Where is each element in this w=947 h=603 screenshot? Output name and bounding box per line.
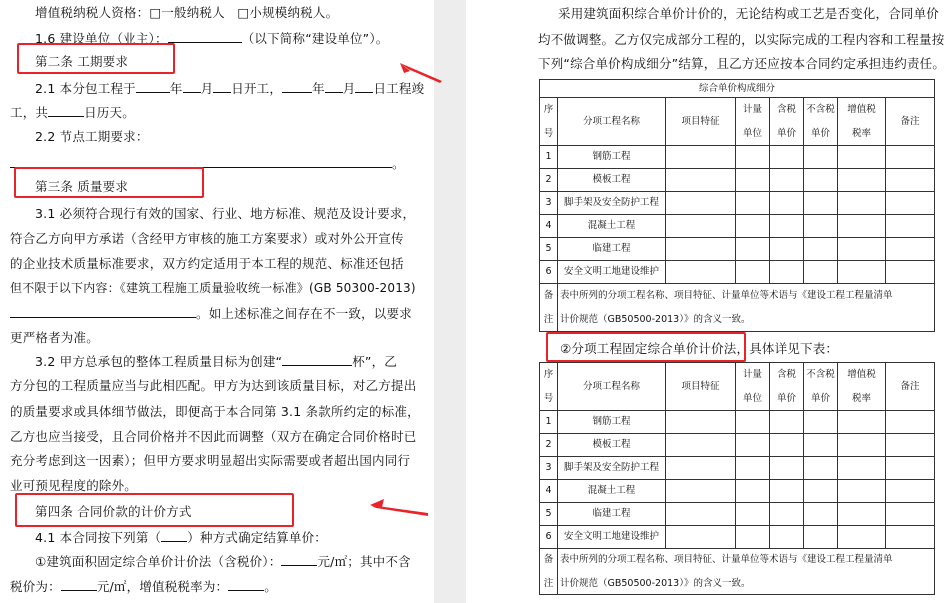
row-cell bbox=[886, 411, 935, 434]
header-text: 单位 bbox=[742, 392, 762, 404]
row-cell bbox=[770, 238, 804, 261]
right-para-line: 下列“综合单价构成细分”结算，且乙方还应按本合同约定承担违约责任。 bbox=[538, 56, 946, 71]
row-cell bbox=[770, 146, 804, 169]
col-tax-price-header bbox=[770, 363, 804, 411]
row-cell bbox=[886, 526, 935, 549]
col-remark-header: 备注 bbox=[886, 363, 935, 411]
row-cell bbox=[838, 169, 886, 192]
header-text: 税率 bbox=[851, 127, 871, 139]
unit-price-table-2 bbox=[539, 362, 935, 595]
row-cell bbox=[804, 434, 838, 457]
row-cell bbox=[886, 261, 935, 284]
row-cell bbox=[666, 169, 736, 192]
row-cell bbox=[838, 480, 886, 503]
row-cell bbox=[736, 215, 770, 238]
row-cell bbox=[770, 411, 804, 434]
table-note-row bbox=[540, 284, 935, 332]
clause-2-1-text: 2.1 本分包工程于 bbox=[35, 81, 136, 96]
row-name: 钢筋工程 bbox=[558, 146, 666, 169]
row-cell bbox=[770, 261, 804, 284]
row-cell bbox=[736, 411, 770, 434]
row-no: 6 bbox=[540, 261, 558, 284]
row-cell bbox=[736, 261, 770, 284]
blank bbox=[282, 353, 352, 366]
row-cell bbox=[838, 457, 886, 480]
header-text: 号 bbox=[543, 392, 554, 404]
col-notax-price-header bbox=[804, 98, 838, 146]
col-seq-header bbox=[540, 363, 558, 411]
blank bbox=[228, 578, 264, 591]
note-text bbox=[558, 549, 935, 595]
row-cell bbox=[804, 192, 838, 215]
table-row bbox=[540, 480, 935, 503]
row-cell bbox=[838, 146, 886, 169]
header-text: 单价 bbox=[810, 392, 830, 404]
total-label: 工，共 bbox=[10, 105, 49, 120]
row-cell bbox=[838, 411, 886, 434]
row-cell bbox=[886, 169, 935, 192]
row-cell bbox=[666, 434, 736, 457]
row-cell bbox=[736, 503, 770, 526]
row-cell bbox=[666, 503, 736, 526]
right-para-line: 均不做调整。乙方仅完成部分工程的，以实际完成的工程内容和工程量按 bbox=[538, 32, 945, 47]
general-taxpayer-option: □一般纳税人 bbox=[149, 5, 225, 20]
row-cell bbox=[770, 457, 804, 480]
note-line: 计价规范（GB50500-2013）》的含义一致。 bbox=[560, 577, 751, 589]
col-tax-price-header bbox=[770, 98, 804, 146]
row-cell bbox=[804, 457, 838, 480]
row-no: 5 bbox=[540, 238, 558, 261]
row-cell bbox=[838, 503, 886, 526]
section-2-heading: 第二条 工期要求 bbox=[35, 54, 129, 69]
row-name: 脚手架及安全防护工程 bbox=[558, 457, 666, 480]
table-note-row bbox=[540, 549, 935, 595]
month-label: 月 bbox=[342, 81, 356, 96]
row-name: 安全文明工地建设维护 bbox=[558, 261, 666, 284]
header-text: 含税 bbox=[776, 103, 796, 115]
header-text: 单价 bbox=[776, 127, 796, 139]
table-row bbox=[540, 457, 935, 480]
row-cell bbox=[666, 526, 736, 549]
page-gutter bbox=[434, 0, 466, 603]
row-cell bbox=[666, 457, 736, 480]
row-cell bbox=[838, 215, 886, 238]
blank bbox=[161, 529, 187, 542]
col-remark-header: 备注 bbox=[886, 98, 935, 146]
row-name: 模板工程 bbox=[558, 169, 666, 192]
row-cell bbox=[736, 434, 770, 457]
row-cell bbox=[838, 526, 886, 549]
row-cell bbox=[804, 526, 838, 549]
clause-3-2-text: 3.2 甲方总承包的整体工程质量目标为创建“ bbox=[35, 354, 283, 369]
blank bbox=[61, 578, 97, 591]
row-name: 安全文明工地建设维护 bbox=[558, 526, 666, 549]
table-row bbox=[540, 215, 935, 238]
small-taxpayer-option: □小规模纳税人。 bbox=[237, 5, 339, 20]
clause-2-1-line1 bbox=[35, 80, 424, 97]
col-seq-header bbox=[540, 98, 558, 146]
row-no: 2 bbox=[540, 434, 558, 457]
method-1-line2 bbox=[10, 578, 277, 595]
row-name: 模板工程 bbox=[558, 434, 666, 457]
note-label-text: 备 bbox=[543, 553, 554, 565]
year-label: 年 bbox=[312, 81, 325, 96]
row-cell bbox=[886, 434, 935, 457]
header-text: 含税 bbox=[776, 368, 796, 380]
calendar-days-label: 日历天。 bbox=[84, 105, 135, 120]
row-name: 混凝土工程 bbox=[558, 480, 666, 503]
note-text bbox=[558, 284, 935, 332]
section-4-heading: 第四条 合同价款的计价方式 bbox=[35, 504, 192, 519]
table-row bbox=[540, 146, 935, 169]
arrow-icon bbox=[398, 55, 444, 85]
taxpayer-line bbox=[35, 5, 338, 21]
section-3-heading: 第三条 质量要求 bbox=[35, 179, 129, 194]
right-page bbox=[466, 0, 947, 603]
clause-3-1-line: 的企业技术质量标准要求，双方约定适用于本工程的规范、标准还包括 bbox=[10, 256, 404, 271]
header-text: 单位 bbox=[742, 127, 762, 139]
row-name: 混凝土工程 bbox=[558, 215, 666, 238]
clause-3-2-line: 乙方也应当接受，且合同价格并不因此而调整（双方在确定合同价格时已 bbox=[10, 429, 417, 444]
row-no: 4 bbox=[540, 215, 558, 238]
row-cell bbox=[886, 503, 935, 526]
note-line: 表中所列的分项工程名称、项目特征、计量单位等术语与《建设工程工程量清单 bbox=[560, 289, 893, 301]
row-cell bbox=[770, 434, 804, 457]
end-mark: 。 bbox=[392, 156, 405, 171]
clause-2-2: 2.2 节点工期要求： bbox=[35, 129, 149, 144]
method-1-line bbox=[35, 553, 411, 570]
table-row bbox=[540, 526, 935, 549]
row-cell bbox=[666, 192, 736, 215]
row-cell bbox=[736, 192, 770, 215]
row-cell bbox=[838, 434, 886, 457]
row-cell bbox=[804, 480, 838, 503]
row-cell bbox=[886, 457, 935, 480]
highlight-box-section-4 bbox=[15, 493, 294, 527]
day-start-label: 日开工， bbox=[231, 81, 283, 96]
row-cell bbox=[770, 192, 804, 215]
row-no: 1 bbox=[540, 411, 558, 434]
blank bbox=[48, 104, 84, 117]
pretax-label: 税价为： bbox=[10, 579, 61, 594]
clause-3-1-line: 3.1 必须符合现行有效的国家、行业、地方标准、规范及设计要求， bbox=[35, 206, 416, 221]
note-label-text: 注 bbox=[543, 313, 554, 325]
header-text: 单价 bbox=[776, 392, 796, 404]
row-cell bbox=[770, 503, 804, 526]
col-name-header: 分项工程名称 bbox=[558, 363, 666, 411]
clause-4-1-text: 4.1 本合同按下列第（ bbox=[35, 530, 162, 545]
owner-label: 1.6 建设单位（业主）： bbox=[35, 31, 168, 46]
header-text: 序 bbox=[543, 368, 554, 380]
row-cell bbox=[666, 238, 736, 261]
arrow-icon bbox=[368, 495, 430, 519]
table-row bbox=[540, 503, 935, 526]
highlight-box-method-2 bbox=[546, 332, 746, 362]
blank bbox=[281, 553, 317, 566]
row-cell bbox=[770, 215, 804, 238]
row-name: 脚手架及安全防护工程 bbox=[558, 192, 666, 215]
row-cell bbox=[770, 169, 804, 192]
owner-blank bbox=[168, 30, 242, 43]
clause-3-1-line: 符合乙方向甲方承诺（含经甲方审核的施工方案要求）或对外公开宣传 bbox=[10, 231, 404, 246]
col-feature-header: 项目特征 bbox=[666, 363, 736, 411]
row-no: 6 bbox=[540, 526, 558, 549]
row-cell bbox=[770, 526, 804, 549]
row-cell bbox=[736, 457, 770, 480]
right-para-line: 采用建筑面积综合单价计价的，无论结构或工艺是否变化，合同单价 bbox=[558, 6, 940, 21]
row-cell bbox=[736, 169, 770, 192]
row-cell bbox=[838, 238, 886, 261]
row-cell bbox=[736, 146, 770, 169]
row-cell bbox=[666, 480, 736, 503]
col-name-header: 分项工程名称 bbox=[558, 98, 666, 146]
table-row bbox=[540, 261, 935, 284]
clause-3-1-last: 更严格者为准。 bbox=[10, 330, 99, 345]
row-cell bbox=[886, 192, 935, 215]
row-cell bbox=[666, 411, 736, 434]
note-label-text: 备 bbox=[543, 289, 554, 301]
row-cell bbox=[804, 215, 838, 238]
blank bbox=[282, 80, 312, 93]
header-text: 税率 bbox=[851, 392, 871, 404]
header-text: 计量 bbox=[742, 103, 762, 115]
blank bbox=[136, 80, 170, 93]
clause-3-2-cup: 杯”，乙 bbox=[352, 354, 398, 369]
note-line: 计价规范（GB50500-2013）》的含义一致。 bbox=[560, 313, 751, 325]
blank bbox=[183, 80, 201, 93]
note-label-text: 注 bbox=[543, 577, 554, 589]
row-cell bbox=[838, 192, 886, 215]
clause-3-1-line: 但不限于以下内容：《建筑工程施工质量验收统一标准》(GB 50300-2013) bbox=[10, 281, 416, 295]
row-name: 临建工程 bbox=[558, 503, 666, 526]
row-cell bbox=[804, 261, 838, 284]
row-no: 1 bbox=[540, 146, 558, 169]
row-cell bbox=[736, 480, 770, 503]
row-cell bbox=[804, 503, 838, 526]
row-cell bbox=[736, 238, 770, 261]
header-text: 不含税 bbox=[806, 103, 835, 115]
col-feature-header: 项目特征 bbox=[666, 98, 736, 146]
row-no: 3 bbox=[540, 192, 558, 215]
blank bbox=[213, 80, 231, 93]
row-cell bbox=[886, 215, 935, 238]
clause-3-1-tail-line bbox=[10, 305, 412, 322]
method-2-label: ②分项工程固定综合单价计价法， bbox=[560, 341, 750, 356]
end-mark: 。 bbox=[264, 579, 277, 594]
clause-3-2-line: 充分考虑到这一因素）；但甲方要求明显超出实际需要或者超出国内同行 bbox=[10, 453, 411, 468]
row-cell bbox=[666, 146, 736, 169]
row-cell bbox=[886, 146, 935, 169]
clause-3-1-tail: 。如上述标准之间存在不一致，以要求 bbox=[196, 306, 412, 321]
table-row bbox=[540, 238, 935, 261]
table-row bbox=[540, 411, 935, 434]
col-unit-header bbox=[736, 363, 770, 411]
row-cell bbox=[736, 526, 770, 549]
row-no: 2 bbox=[540, 169, 558, 192]
clause-4-1-suffix: ）种方式确定结算单价： bbox=[187, 530, 327, 545]
method-1-label: ①建筑面积固定综合单价计价法（含税价）： bbox=[35, 554, 282, 569]
row-no: 4 bbox=[540, 480, 558, 503]
row-cell bbox=[804, 238, 838, 261]
row-cell bbox=[886, 480, 935, 503]
clause-3-2-line bbox=[35, 353, 397, 370]
header-text: 号 bbox=[543, 127, 554, 139]
col-vat-header bbox=[838, 363, 886, 411]
row-no: 5 bbox=[540, 503, 558, 526]
table-row bbox=[540, 192, 935, 215]
highlight-box-section-3 bbox=[14, 167, 204, 198]
table-row bbox=[540, 169, 935, 192]
row-no: 3 bbox=[540, 457, 558, 480]
row-cell bbox=[666, 215, 736, 238]
method-2-suffix: 具体详见下表： bbox=[749, 341, 839, 356]
row-name: 钢筋工程 bbox=[558, 411, 666, 434]
clause-3-2-line: 方分包的工程质量应当与此相匹配。甲方为达到该质量目标，对乙方提出 bbox=[10, 378, 417, 393]
row-cell bbox=[770, 480, 804, 503]
method-1-unit: 元/㎡；其中不含 bbox=[317, 554, 411, 569]
unit-price-table-1 bbox=[539, 79, 935, 332]
row-cell bbox=[666, 261, 736, 284]
row-cell bbox=[804, 169, 838, 192]
taxpayer-label: 增值税纳税人资格： bbox=[35, 5, 150, 20]
year-label: 年 bbox=[169, 81, 183, 96]
header-text: 不含税 bbox=[806, 368, 835, 380]
row-cell bbox=[804, 411, 838, 434]
blank bbox=[355, 80, 373, 93]
blank bbox=[325, 80, 343, 93]
clause-2-1-line2 bbox=[10, 104, 135, 121]
header-text: 单价 bbox=[810, 127, 830, 139]
clause-3-2-line: 业可预见程度的除外。 bbox=[10, 478, 138, 493]
row-cell bbox=[838, 261, 886, 284]
col-notax-price-header bbox=[804, 363, 838, 411]
month-label: 月 bbox=[200, 81, 214, 96]
row-cell bbox=[886, 238, 935, 261]
header-text: 增值税 bbox=[847, 103, 876, 115]
clause-3-2-line: 的质量要求或具体细节做法，即便高于本合同第 3.1 条款所约定的标准， bbox=[10, 404, 420, 419]
note-label bbox=[540, 549, 558, 595]
clause-4-1 bbox=[35, 529, 327, 546]
header-text: 增值税 bbox=[847, 368, 876, 380]
header-text: 计量 bbox=[742, 368, 762, 380]
note-label bbox=[540, 284, 558, 332]
blank bbox=[10, 305, 196, 318]
owner-suffix: （以下简称“建设单位”）。 bbox=[241, 31, 389, 46]
col-unit-header bbox=[736, 98, 770, 146]
header-text: 序 bbox=[543, 103, 554, 115]
highlight-box-section-2 bbox=[17, 43, 175, 74]
day-end-label: 日工程竣 bbox=[373, 81, 425, 96]
col-vat-header bbox=[838, 98, 886, 146]
row-name: 临建工程 bbox=[558, 238, 666, 261]
note-line: 表中所列的分项工程名称、项目特征、计量单位等术语与《建设工程工程量清单 bbox=[560, 553, 893, 565]
vat-label: 元/㎡，增值税税率为： bbox=[96, 579, 229, 594]
table-row bbox=[540, 434, 935, 457]
row-cell bbox=[804, 146, 838, 169]
table-title: 综合单价构成细分 bbox=[540, 80, 935, 98]
